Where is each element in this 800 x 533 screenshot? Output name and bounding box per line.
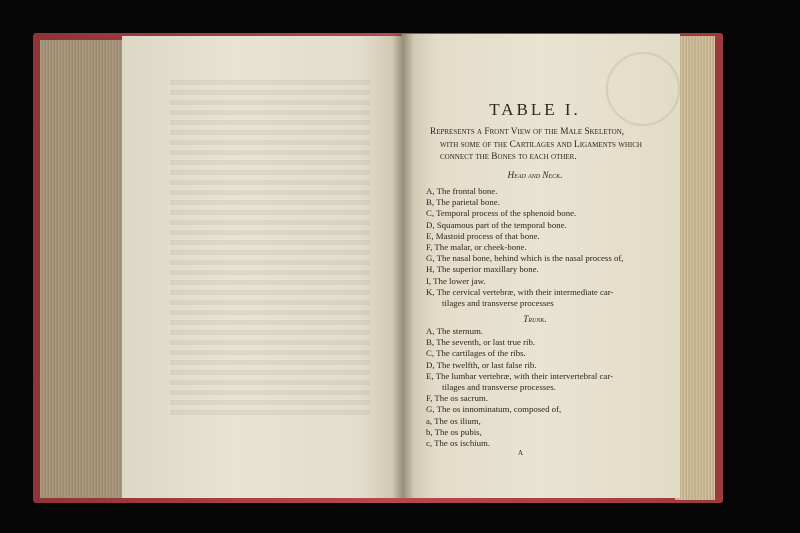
show-through-text (170, 80, 370, 420)
list-item: K, The cervical vertebræ, with their intermediate car- (426, 286, 614, 297)
list-item: D, The twelfth, or last false rib. (426, 359, 537, 370)
list-item: B, The seventh, or last true rib. (426, 337, 536, 348)
list-item: a, The os ilium, (426, 415, 481, 426)
list-item: tilages and transverse processes. (442, 382, 556, 393)
list-item: E, Mastoid process of that bone. (426, 230, 540, 241)
left-page-stack (40, 40, 126, 498)
list-item: I, The lower jaw. (426, 275, 486, 286)
trunk-list (426, 326, 613, 449)
list-item: A, The sternum. (426, 326, 484, 336)
list-item: C, Temporal process of the sphenoid bone. (426, 208, 577, 219)
list-item: tilages and transverse processes (442, 298, 554, 309)
page-title: TABLE I. (489, 100, 581, 119)
intro-text (430, 126, 642, 164)
intro-line: connect the Bones to each other. (440, 152, 577, 162)
intro-line: Represents a Front View of the Male Skeleton, (430, 127, 625, 137)
list-item: F, The malar, or cheek-bone. (426, 242, 527, 253)
list-item: G, The os innominatum, composed of, (426, 404, 562, 415)
right-page-stack (675, 36, 715, 500)
list-item: D, Squamous part of the temporal bone. (426, 219, 567, 230)
intro-line: with some of the Cartilages and Ligaments which (440, 139, 642, 150)
list-item: F, The os sacrum. (426, 393, 488, 404)
list-item: b, The os pubis, (426, 426, 482, 437)
list-item: E, The lumbar vertebræ, with their intervertebral car- (426, 370, 614, 381)
head-neck-list (426, 186, 623, 309)
list-item: H, The superior maxillary bone. (426, 264, 539, 275)
list-item: G, The nasal bone, behind which is the nasal process of, (426, 253, 624, 264)
section-heading-head-neck: Head and Neck. (507, 170, 563, 180)
list-item: A, The frontal bone. (426, 186, 498, 196)
signature-mark: A (518, 449, 524, 457)
list-item: C, The cartilages of the ribs. (426, 348, 526, 359)
list-item: B, The parietal bone. (426, 197, 500, 208)
list-item: c, The os ischium. (426, 438, 491, 449)
section-heading-trunk: Trunk. (523, 314, 547, 324)
